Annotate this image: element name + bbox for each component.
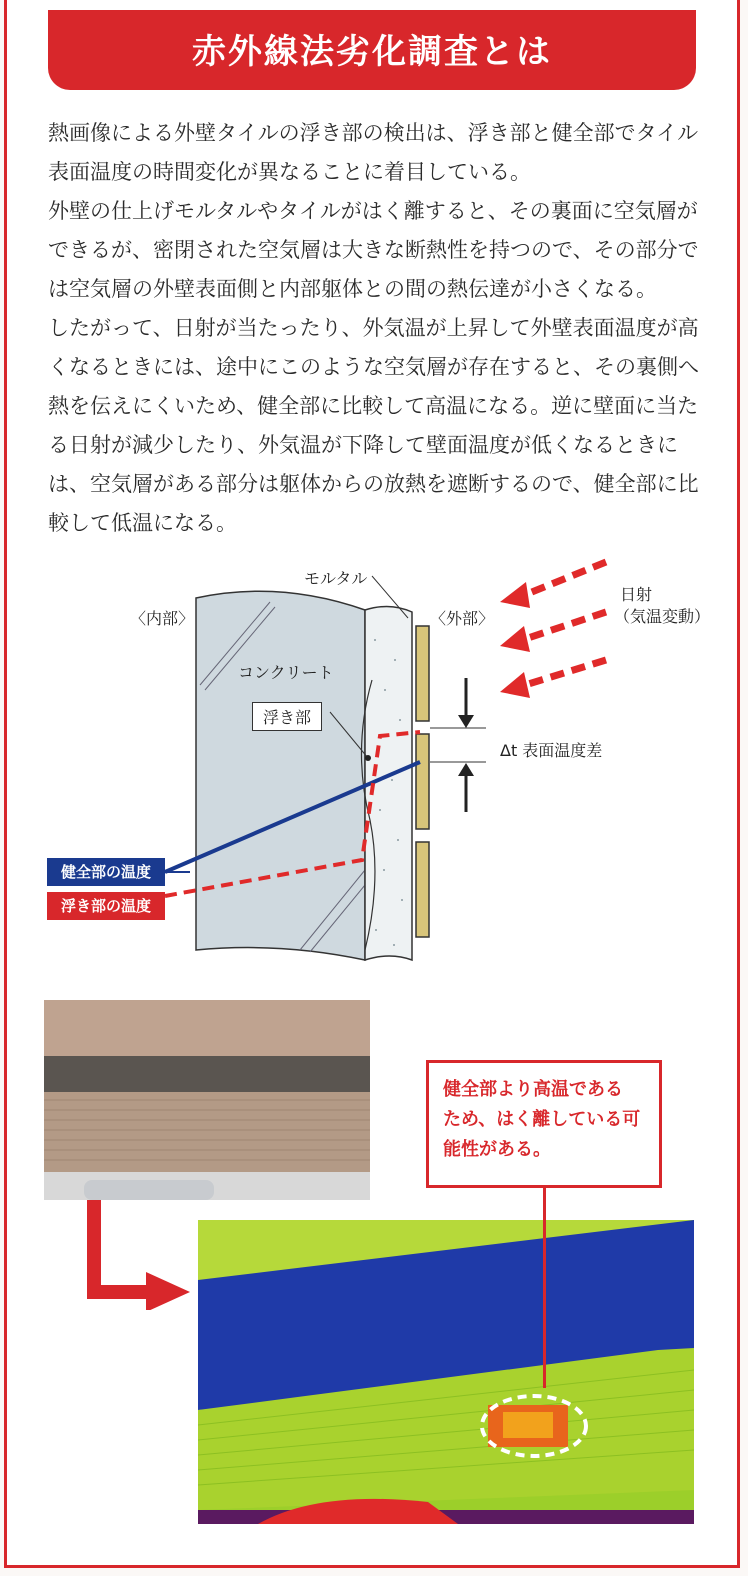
legend-sound-temp: 健全部の温度: [47, 858, 165, 886]
label-sun: 日射: [620, 585, 653, 604]
callout-line-1: 健全部より高温である: [443, 1079, 623, 1100]
paragraph-3: したがって、日射が当たったり、外気温が上昇して外壁表面温度が高くなるときには、途中にこのような空気層が存在すると、その裏側へ熱を伝えにくいため、健全部に比較して高温になる。逆に壁面に当たる日射が減少したり、外気温が下降して壁面温度が低くなるときには、空気層がある部分は躯体からの放熱を遮断するので、健全部に比較して低温になる。: [48, 316, 699, 535]
legend-float-temp: 浮き部の温度: [47, 892, 165, 920]
label-inside: 〈内部〉: [130, 609, 195, 628]
tile: [416, 626, 429, 721]
arrowhead: [500, 672, 530, 698]
delta-arrowhead: [458, 715, 474, 728]
paragraph-2: 外壁の仕上げモルタルやタイルがはく離すると、その裏面に空気層ができるが、密閉された空気層は大きな断熱性を持つので、その部分では空気層の外壁表面側と内部躯体との間の熱伝達が小さくなる。: [48, 199, 699, 301]
callout-box: [426, 1060, 662, 1188]
thermal-image: [198, 1220, 694, 1524]
arrowhead: [500, 582, 530, 608]
building-photo: [44, 1000, 370, 1200]
concrete-wall: [196, 591, 365, 960]
label-mortar: モルタル: [304, 569, 368, 588]
page-title: 赤外線法劣化調査とは: [192, 32, 552, 72]
paragraph-1: 熱画像による外壁タイルの浮き部の検出は、浮き部と健全部でタイル表面温度の時間変化が異なることに着目している。: [48, 121, 699, 184]
callout-line-2: ため、はく離している可: [443, 1109, 641, 1130]
label-delta: Δt 表面温度差: [500, 741, 603, 760]
label-sun-sub: （気温変動）: [614, 607, 711, 626]
arrowhead: [500, 626, 530, 652]
float-pointer-dot: [365, 755, 371, 761]
tile: [416, 842, 429, 937]
label-outside: 〈外部〉: [430, 609, 495, 628]
callout-line-3: 能性がある。: [443, 1139, 551, 1160]
sunlight-arrows: [522, 562, 606, 686]
label-concrete: コンクリート: [238, 663, 334, 682]
callout-pointer: [543, 1188, 546, 1388]
flow-arrow: [80, 1200, 200, 1310]
tile: [416, 734, 429, 829]
label-float: 浮き部: [252, 702, 322, 731]
delta-arrowhead: [458, 763, 474, 776]
body-text: [48, 114, 708, 543]
